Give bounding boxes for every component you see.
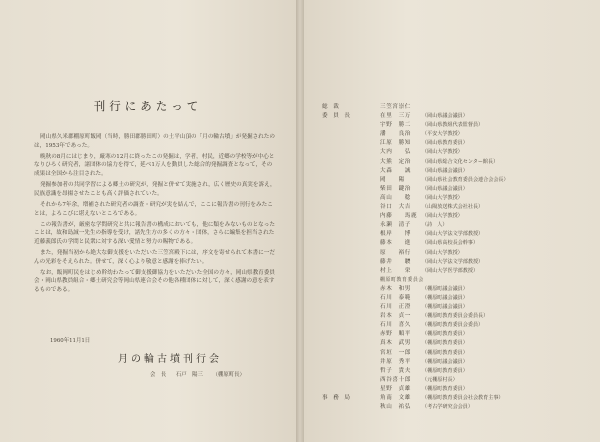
- roster-role: 総 裁: [322, 104, 339, 110]
- foreword-body: [34, 133, 276, 297]
- roster-row: [322, 239, 592, 248]
- roster-row: [322, 294, 592, 303]
- roster-name: 柴田 鍵治: [380, 185, 411, 192]
- foreword-date: 1960年11月1日: [50, 338, 91, 344]
- roster-affiliation: （岡山県高校長会幹事）: [422, 240, 479, 247]
- roster-row: [322, 148, 592, 157]
- publisher-name: 月の輪古墳刊行会: [118, 354, 222, 365]
- roster-row: [322, 403, 592, 412]
- roster-affiliation: （棚原町議会議員）: [422, 294, 468, 301]
- left-page: [0, 0, 296, 442]
- roster-row: [322, 385, 592, 394]
- roster-name: 石川 正澄: [380, 304, 411, 311]
- signer-name: 石戸 陽三: [175, 372, 203, 378]
- roster-name: 原 裕行: [380, 249, 411, 256]
- roster-name: 根岸 博: [380, 231, 411, 238]
- roster-row: [322, 339, 592, 348]
- roster-affiliation: （岡山大学法文学部教授）: [422, 231, 484, 238]
- roster-affiliation: （棚原町教育委員）: [422, 349, 468, 356]
- roster-affiliation: （棚原町教育委員）: [422, 331, 468, 338]
- roster-row: [322, 249, 592, 258]
- roster-name: 赤野 順平: [380, 331, 411, 338]
- roster-name: 藤本 進: [380, 240, 411, 247]
- roster-row: [322, 139, 592, 148]
- roster-name: 角南 文雄: [380, 395, 411, 401]
- roster-affiliation: （岡山大学教授）: [422, 213, 463, 220]
- roster-role: 委 員 長: [322, 113, 350, 120]
- foreword-paragraph: なお，飯岡町民をはじめ幹幼わたって御支援御協力をいただいた全国の方々，岡山県教育委員会・岡山県教員組合・郷土研究会等岡山県連合会その他各種団体に対して，深く感謝の意を表するものである。: [34, 269, 275, 294]
- roster-affiliation: （詩 人）: [422, 222, 448, 229]
- committee-roster: [322, 103, 592, 412]
- roster-affiliation: （岡山大学教授）: [422, 194, 463, 201]
- roster-row: [322, 321, 592, 330]
- roster-name: 真木 武男: [380, 340, 411, 347]
- signer-title: 会 長: [150, 372, 167, 378]
- roster-row: [322, 312, 592, 321]
- roster-row: [322, 358, 592, 367]
- roster-name: 棚原町教育委員会: [380, 276, 424, 283]
- roster-name: 潘 良治: [380, 131, 411, 138]
- roster-affiliation: （平安大学教授）: [422, 131, 463, 138]
- roster-affiliation: （岡山大学教授）: [422, 249, 463, 256]
- roster-affiliation: （棚原町教育委員）: [422, 367, 468, 374]
- roster-row: [322, 112, 592, 121]
- foreword-paragraph: 晩秋の8月にはじまり，厳寒の12月に終ったこの発掘は，学者，村民，近郷の学校等が中心となりひろく研究者，諸団体の協力を得て，延べ1万人を動員した総合的発掘調査となって，その成果は全国から注目された。: [34, 153, 275, 177]
- roster-affiliation: （岡山県議会議員）: [422, 113, 468, 120]
- roster-row: [322, 267, 592, 276]
- roster-affiliation: （棚原町教育委員会社会教育主事）: [422, 395, 504, 401]
- foreword-paragraph: それから7年余，増補された研究者の調査・研究が実を結んで，ここに報告書の刊行をみたことは，よろこびに堪えないところである。: [34, 201, 273, 217]
- roster-name: 大内 弘: [380, 149, 411, 156]
- roster-name: 秋山 祐弘: [380, 404, 411, 411]
- roster-role: 事 務 局: [322, 395, 350, 401]
- roster-affiliation: （岡山県議会議員）: [422, 185, 468, 192]
- roster-affiliation: （岡山県社会教育委員会連合会会長）: [422, 176, 509, 183]
- foreword-paragraph: 岡山県久米郡棚原町飯岡（当時，勝田郡勝田町）の土平山頂の「月の輪古墳」が発掘されたのは，1953年であった。: [34, 134, 275, 149]
- roster-affiliation: （棚原町教育委員）: [422, 340, 468, 347]
- roster-row: [322, 349, 592, 358]
- roster-row: [322, 212, 592, 221]
- foreword-paragraph: この報告書が，厳密な学問研究と共に報告書の構成においても，他に類をみないものとなったことは，故和島誠一先生の指導を受け，諸先生方の多くの方々・団体，さらに編集を担当された近藤義郎氏の学問と民衆に対する深い愛情と努力の賜物である。: [34, 221, 275, 245]
- roster-name: 永瀬 清子: [380, 222, 411, 229]
- roster-name: 岩本 貞一: [380, 313, 411, 320]
- roster-name: 宇野 勝二: [380, 122, 411, 129]
- roster-affiliation: （棚原町議会議員）: [422, 358, 468, 365]
- roster-name: 村上 栄: [380, 267, 411, 274]
- roster-name: 星野 貞雄: [380, 385, 411, 392]
- roster-row: [322, 103, 592, 112]
- roster-affiliation: （岡山県総合文化センター館長）: [422, 158, 499, 165]
- roster-affiliation: （元棚原村長）: [422, 376, 458, 383]
- roster-affiliation: （考古学研究会会員）: [422, 404, 473, 411]
- foreword-paragraph: 発掘参加者の共同学習による郷土の研究が，発掘と併せて実施され，広く歴史の真実を訴え，民族意識を昂揚させたことも高く評価されていた。: [34, 182, 276, 197]
- roster-name: 大森 誠: [380, 167, 411, 174]
- roster-row: [322, 394, 592, 403]
- roster-row: [322, 303, 592, 312]
- page-heading: 刊行にあたって: [93, 99, 203, 113]
- roster-name: 内藤 馬鹿: [380, 213, 418, 220]
- roster-name: 西谷喜十郎: [380, 376, 411, 383]
- roster-name: 石川 喜久: [380, 322, 411, 329]
- roster-row: [322, 285, 592, 294]
- signer-note: （棚原町長）: [212, 372, 245, 378]
- foreword-paragraph: また，発掘当初から絶大な御支援をいただいた三笠宮殿下には，序文を寄せられて本書に一だんの光彩をそえられた。併せて，深く心より敬意と感謝を捧げたい。: [34, 250, 275, 265]
- roster-affiliation: （棚原町教育委員会委員長）: [422, 313, 489, 320]
- roster-row: [322, 230, 592, 239]
- roster-row: [322, 194, 592, 203]
- roster-row: [322, 367, 592, 376]
- roster-name: 赤木 和男: [380, 285, 411, 292]
- roster-affiliation: （山陽放送株式会社社長）: [422, 204, 484, 211]
- roster-affiliation: （棚原町教育委員会委員）: [422, 322, 484, 329]
- roster-row: [322, 376, 592, 385]
- roster-row: [322, 276, 592, 285]
- roster-affiliation: （棚原町議会議員）: [422, 304, 468, 311]
- roster-row: [322, 203, 592, 212]
- roster-row: [322, 130, 592, 139]
- roster-name: 在里 三万: [380, 113, 411, 120]
- roster-affiliation: （岡山大学医学部教授）: [422, 267, 479, 274]
- roster-name: 高山 稔: [380, 194, 411, 201]
- roster-name: 大熊 定治: [380, 158, 411, 165]
- roster-name: 岡 陽: [380, 176, 405, 183]
- roster-row: [322, 176, 592, 185]
- roster-name: 石川 泰範: [380, 294, 411, 301]
- roster-affiliation: （棚原町教育委員）: [422, 385, 468, 392]
- roster-name: 井原 秀平: [380, 358, 411, 365]
- signer-line: [150, 370, 253, 378]
- roster-affiliation: （岡山県議会議員）: [422, 167, 468, 174]
- roster-name: 江原 勝知: [380, 140, 411, 147]
- roster-affiliation: （岡山大学教授）: [422, 149, 463, 156]
- roster-name: 三笠宮崇仁: [380, 104, 411, 110]
- roster-name: 哲子 貴夫: [380, 367, 411, 374]
- roster-row: [322, 158, 592, 167]
- roster-name: 藤井 駿: [380, 258, 411, 265]
- roster-name: 谷口 大吉: [380, 204, 411, 211]
- roster-row: [322, 167, 592, 176]
- roster-row: [322, 221, 592, 230]
- roster-row: [322, 185, 592, 194]
- roster-row: [322, 258, 592, 267]
- roster-affiliation: （岡山県教育委員）: [422, 140, 468, 147]
- roster-name: 宮垣 一郎: [380, 349, 411, 356]
- roster-affiliation: （岡山県教組代表監督員）: [422, 122, 484, 129]
- roster-affiliation: （棚原町議会議員）: [422, 285, 468, 292]
- book-gutter: [296, 0, 304, 442]
- right-page: [304, 0, 600, 442]
- roster-row: [322, 330, 592, 339]
- roster-affiliation: （岡山大学法文学部教授）: [422, 258, 484, 265]
- roster-row: [322, 121, 592, 130]
